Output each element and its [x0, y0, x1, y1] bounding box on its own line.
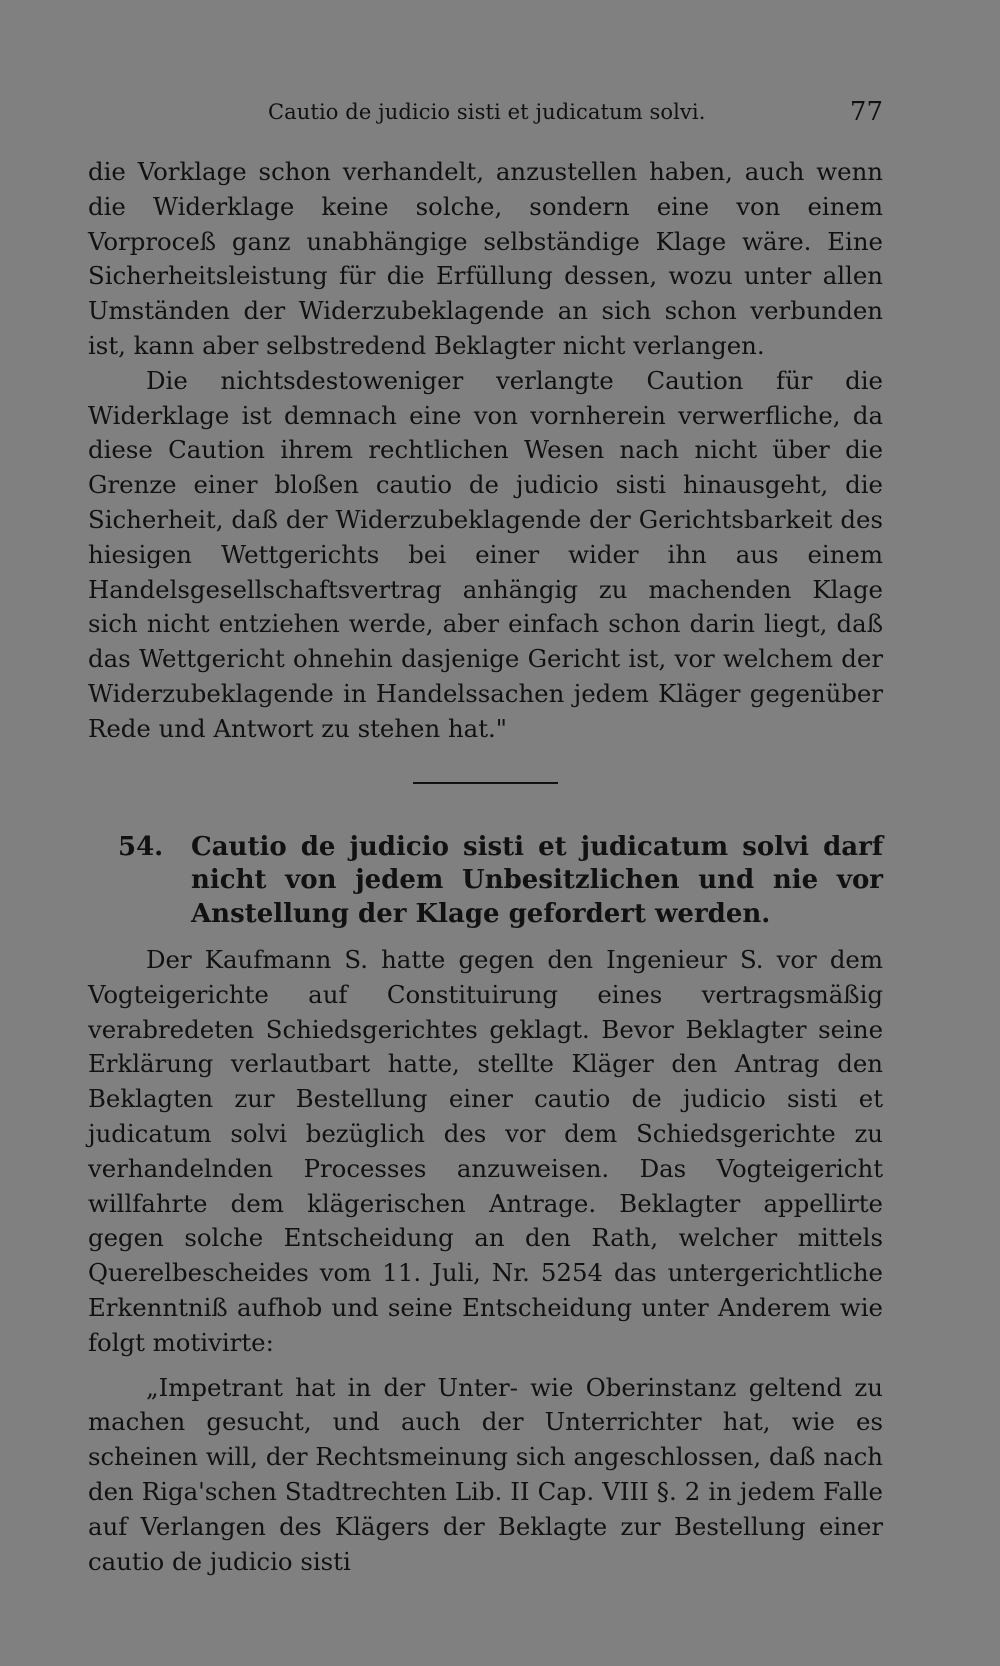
section-heading — [88, 831, 883, 932]
paragraph-gap — [88, 1361, 883, 1371]
paragraph: „Impetrant hat in der Unter- wie Oberinstanz geltend zu machen gesucht, und auch der Unterrichter hat, wie es scheinen will, der Rechtsmeinung sich angeschlossen, daß nach den Riga'schen Stadtrechten Lib. II Cap. VIII §. 2 in jedem Falle auf Verlangen des Klägers der Beklagte zur Bestellung einer cautio de judicio sisti — [88, 1372, 883, 1576]
paragraph: Der Kaufmann S. hatte gegen den Ingenieur S. vor dem Vogteigerichte auf Constituirung eines vertragsmäßig verabredeten Schiedsgerichtes geklagt. Bevor Beklagter seine Erklärung verlautbart hatte, stellte Kläger den Antrag den Beklagten zur Bestellung einer cautio de judicio sisti et judicatum solvi bezüglich des vor dem Schiedsgerichte zu verhandelnden Processes anzuweisen. Das Vogteigericht willfahrte dem klägerischen Antrage. Beklagter appellirte gegen solche Entscheidung an den Rath, welcher mittels Querelbescheides vom 11. Juli, Nr. 5254 das untergerichtliche Erkenntniß aufhob und seine Entscheidung unter Anderem wie folgt motivirte: — [88, 945, 883, 1357]
book-page — [88, 0, 883, 1666]
page-header — [88, 97, 883, 137]
section-divider — [413, 782, 558, 784]
section-number: 54. — [118, 831, 164, 862]
page-body — [88, 155, 883, 1579]
paragraph-continuation: die Vorklage schon verhandelt, anzustellen haben, auch wenn die Widerklage keine solche, sondern eine von einem Vorproceß ganz unabhängige selbständige Klage wäre. Eine Sicherheitsleistung für die Erfüllung dessen, wozu unter allen Umständen der Widerzubeklagende an sich schon verbunden ist, kann aber selbstredend Beklagter nicht verlangen. — [88, 157, 883, 360]
section-title: Cautio de judicio sisti et judicatum solvi darf nicht von jedem Unbesitzlichen und nie vor Anstellung der Klage gefordert werden. — [191, 831, 883, 929]
running-title: Cautio de judicio sisti et judicatum solvi. — [268, 100, 706, 124]
paragraph: Die nichtsdestoweniger verlangte Caution für die Widerklage ist demnach eine von vornherein verwerfliche, da diese Caution ihrem rechtlichen Wesen nach nicht über die Grenze einer bloßen cautio de judicio sisti hinausgeht, die Sicherheit, daß der Widerzubeklagende der Gerichtsbarkeit des hiesigen Wettgerichts bei einer wider ihn aus einem Handelsgesellschaftsvertrag anhängig zu machenden Klage sich nicht entziehen werde, aber einfach schon darin liegt, daß das Wettgericht ohnehin dasjenige Gericht ist, vor welchem der Widerzubeklagende in Handelssachen jedem Kläger gegenüber Rede und Antwort zu stehen hat." — [88, 365, 883, 743]
page-number: 77 — [849, 97, 883, 127]
